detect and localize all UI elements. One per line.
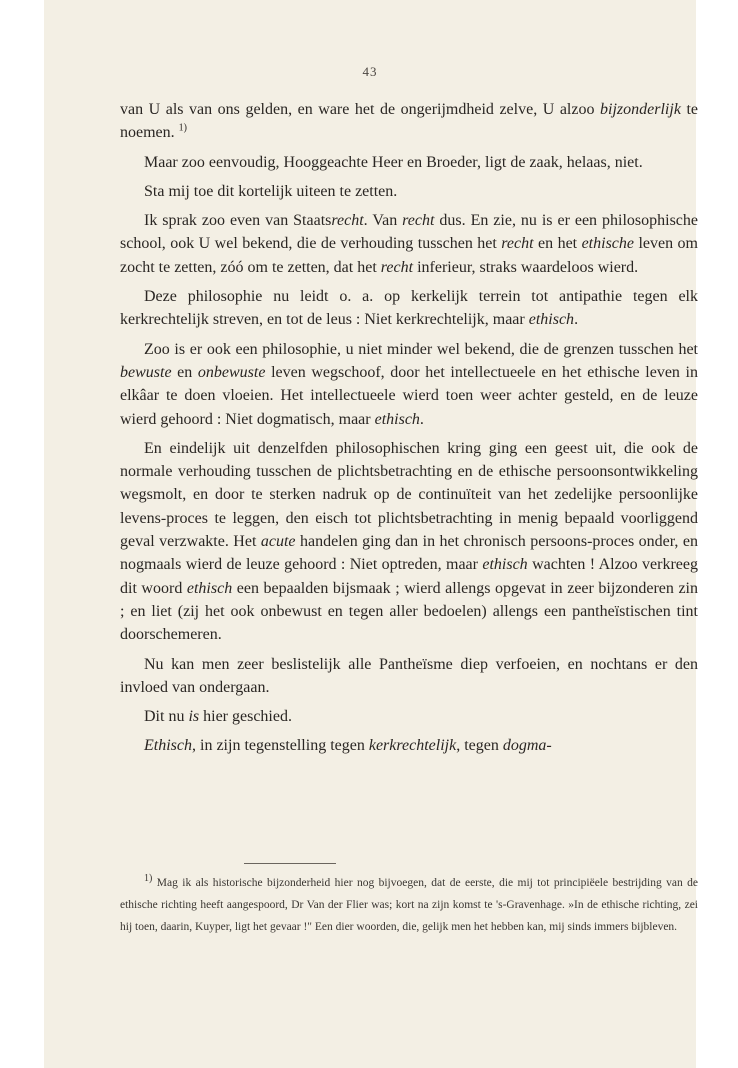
italic-span: acute	[260, 533, 296, 551]
text-span: leven wegschoof, door het intellectueele en het ethische leven in elkâar te doen vloeien. Het intellectueele wierd toen weer achter gesteld, en de leuze wierd gehoord : Niet dogmatisch, maar	[120, 363, 698, 428]
footnote	[120, 872, 698, 938]
italic-span: Ethisch	[144, 737, 192, 755]
italic-span: recht	[501, 235, 534, 253]
italic-span: onbewuste	[197, 363, 266, 381]
text-span: Ik sprak zoo even van Staats	[144, 212, 332, 230]
italic-span: ethisch	[186, 579, 233, 597]
footnote-text: Mag ik als historische bijzonderheid hier nog bijvoegen, dat de eerste, die mij tot principiëele bestrijding van de ethische richting heeft aangespoord, Dr Van der Flier was; kort na zijn komst te 's-Gravenhage. »In de ethische richting, zei hij toen, daarin, Kuyper, ligt het gevaar !" Een dier woorden, die, gelijk men het hebben kan, mij sinds immers bijbleven.	[120, 877, 698, 933]
text-span: leven om zocht te zetten, zóó om te zetten, dat het	[120, 235, 698, 276]
text-span: Nu kan men zeer beslistelijk alle Pantheïsme diep verfoeien, en nochtans er den invloed van ondergaan.	[120, 655, 698, 696]
italic-span: bewuste	[120, 363, 172, 381]
text-span: Maar zoo eenvoudig, Hooggeachte Heer en Broeder, ligt de zaak, helaas, niet.	[144, 153, 643, 171]
italic-span: kerkrechtelijk	[368, 737, 457, 755]
italic-span: ethisch	[374, 410, 420, 428]
italic-span: bijzonderlijk	[600, 101, 681, 118]
text-span: .	[574, 311, 579, 329]
text-span: , in zijn tegenstelling tegen	[192, 737, 369, 755]
text-span: Deze philosophie nu leidt o. a. op kerkelijk terrein tot antipathie tegen elk kerkrechtelijk streven, en tot de leus : Niet kerkrechtelijk, maar	[120, 288, 698, 329]
italic-span: ethisch	[482, 556, 528, 574]
text-span: .	[419, 410, 424, 428]
paragraph-5	[120, 285, 698, 332]
paragraph-7	[120, 437, 698, 647]
text-span: . Van	[363, 212, 403, 230]
paragraph-10	[120, 734, 698, 757]
italic-span: recht	[402, 212, 435, 230]
page-number: 43	[362, 64, 378, 79]
footnote-marker: 1)	[178, 122, 187, 134]
text-span: een bepaalden bijsmaak ; wierd allengs opgevat in zeer bijzonderen zin ; en liet (zij het ook onbewust en tegen aller bedoelen) allengs een pantheïstischen tint doorschemeren.	[120, 579, 699, 644]
paragraph-4	[120, 209, 698, 279]
paragraph-2	[120, 151, 698, 174]
italic-span: ethische	[581, 235, 634, 253]
paragraph-8	[120, 653, 698, 700]
italic-span: recht	[380, 258, 414, 276]
text-span: inferieur, straks waardeloos wierd.	[413, 258, 639, 276]
text-span: dus. En zie, nu is er een philosophische school, ook U wel bekend, die de verhouding tusschen het	[120, 212, 698, 253]
book-page	[44, 0, 699, 1068]
text-span: hier geschied.	[199, 708, 292, 726]
italic-span: recht	[331, 212, 364, 230]
paragraph-3	[120, 180, 698, 203]
text-span: wachten ! Alzoo verkreeg dit woord	[120, 556, 698, 597]
text-span: en het	[533, 235, 582, 253]
text-span: Sta mij toe dit kortelijk uiteen te zetten.	[144, 182, 398, 200]
italic-span: dogma-	[502, 737, 552, 755]
paragraph-1	[120, 98, 698, 145]
footnote-paragraph	[120, 872, 698, 938]
text-span: handelen ging dan in het chronisch persoons-proces onder, en nogmaals wierd de leuze gehoord : Niet optreden, maar	[120, 533, 698, 574]
footnote-marker: 1)	[144, 873, 153, 885]
italic-span: is	[188, 708, 200, 726]
paragraph-9	[120, 705, 698, 728]
text-span: , tegen	[456, 737, 503, 755]
text-span: Dit nu	[144, 708, 189, 726]
text-span: En eindelijk uit denzelfden philosophischen kring ging een geest uit, die ook de normale verhouding tusschen de plichtsbetrachting en de ethische persoonsontwikkeling wegsmolt, en door te sterken nadruk op de continuïteit van het zedelijke persoonlijke levens-proces te leggen, den eisch tot plichtsbetrachting in menig bepaald voorliggend geval verzwakte. Het	[120, 439, 698, 551]
footnote-divider	[244, 863, 336, 864]
paragraph-6	[120, 338, 698, 431]
text-span: en	[171, 363, 198, 381]
body-text	[120, 98, 698, 764]
italic-span: ethisch	[528, 311, 575, 329]
text-span: Zoo is er ook een philosophie, u niet minder wel bekend, die de grenzen tusschen het	[144, 340, 698, 358]
text-span: te noemen.	[120, 101, 699, 142]
text-span: van U als van ons gelden, en ware het de ongerijmdheid zelve, U alzoo	[120, 101, 601, 118]
